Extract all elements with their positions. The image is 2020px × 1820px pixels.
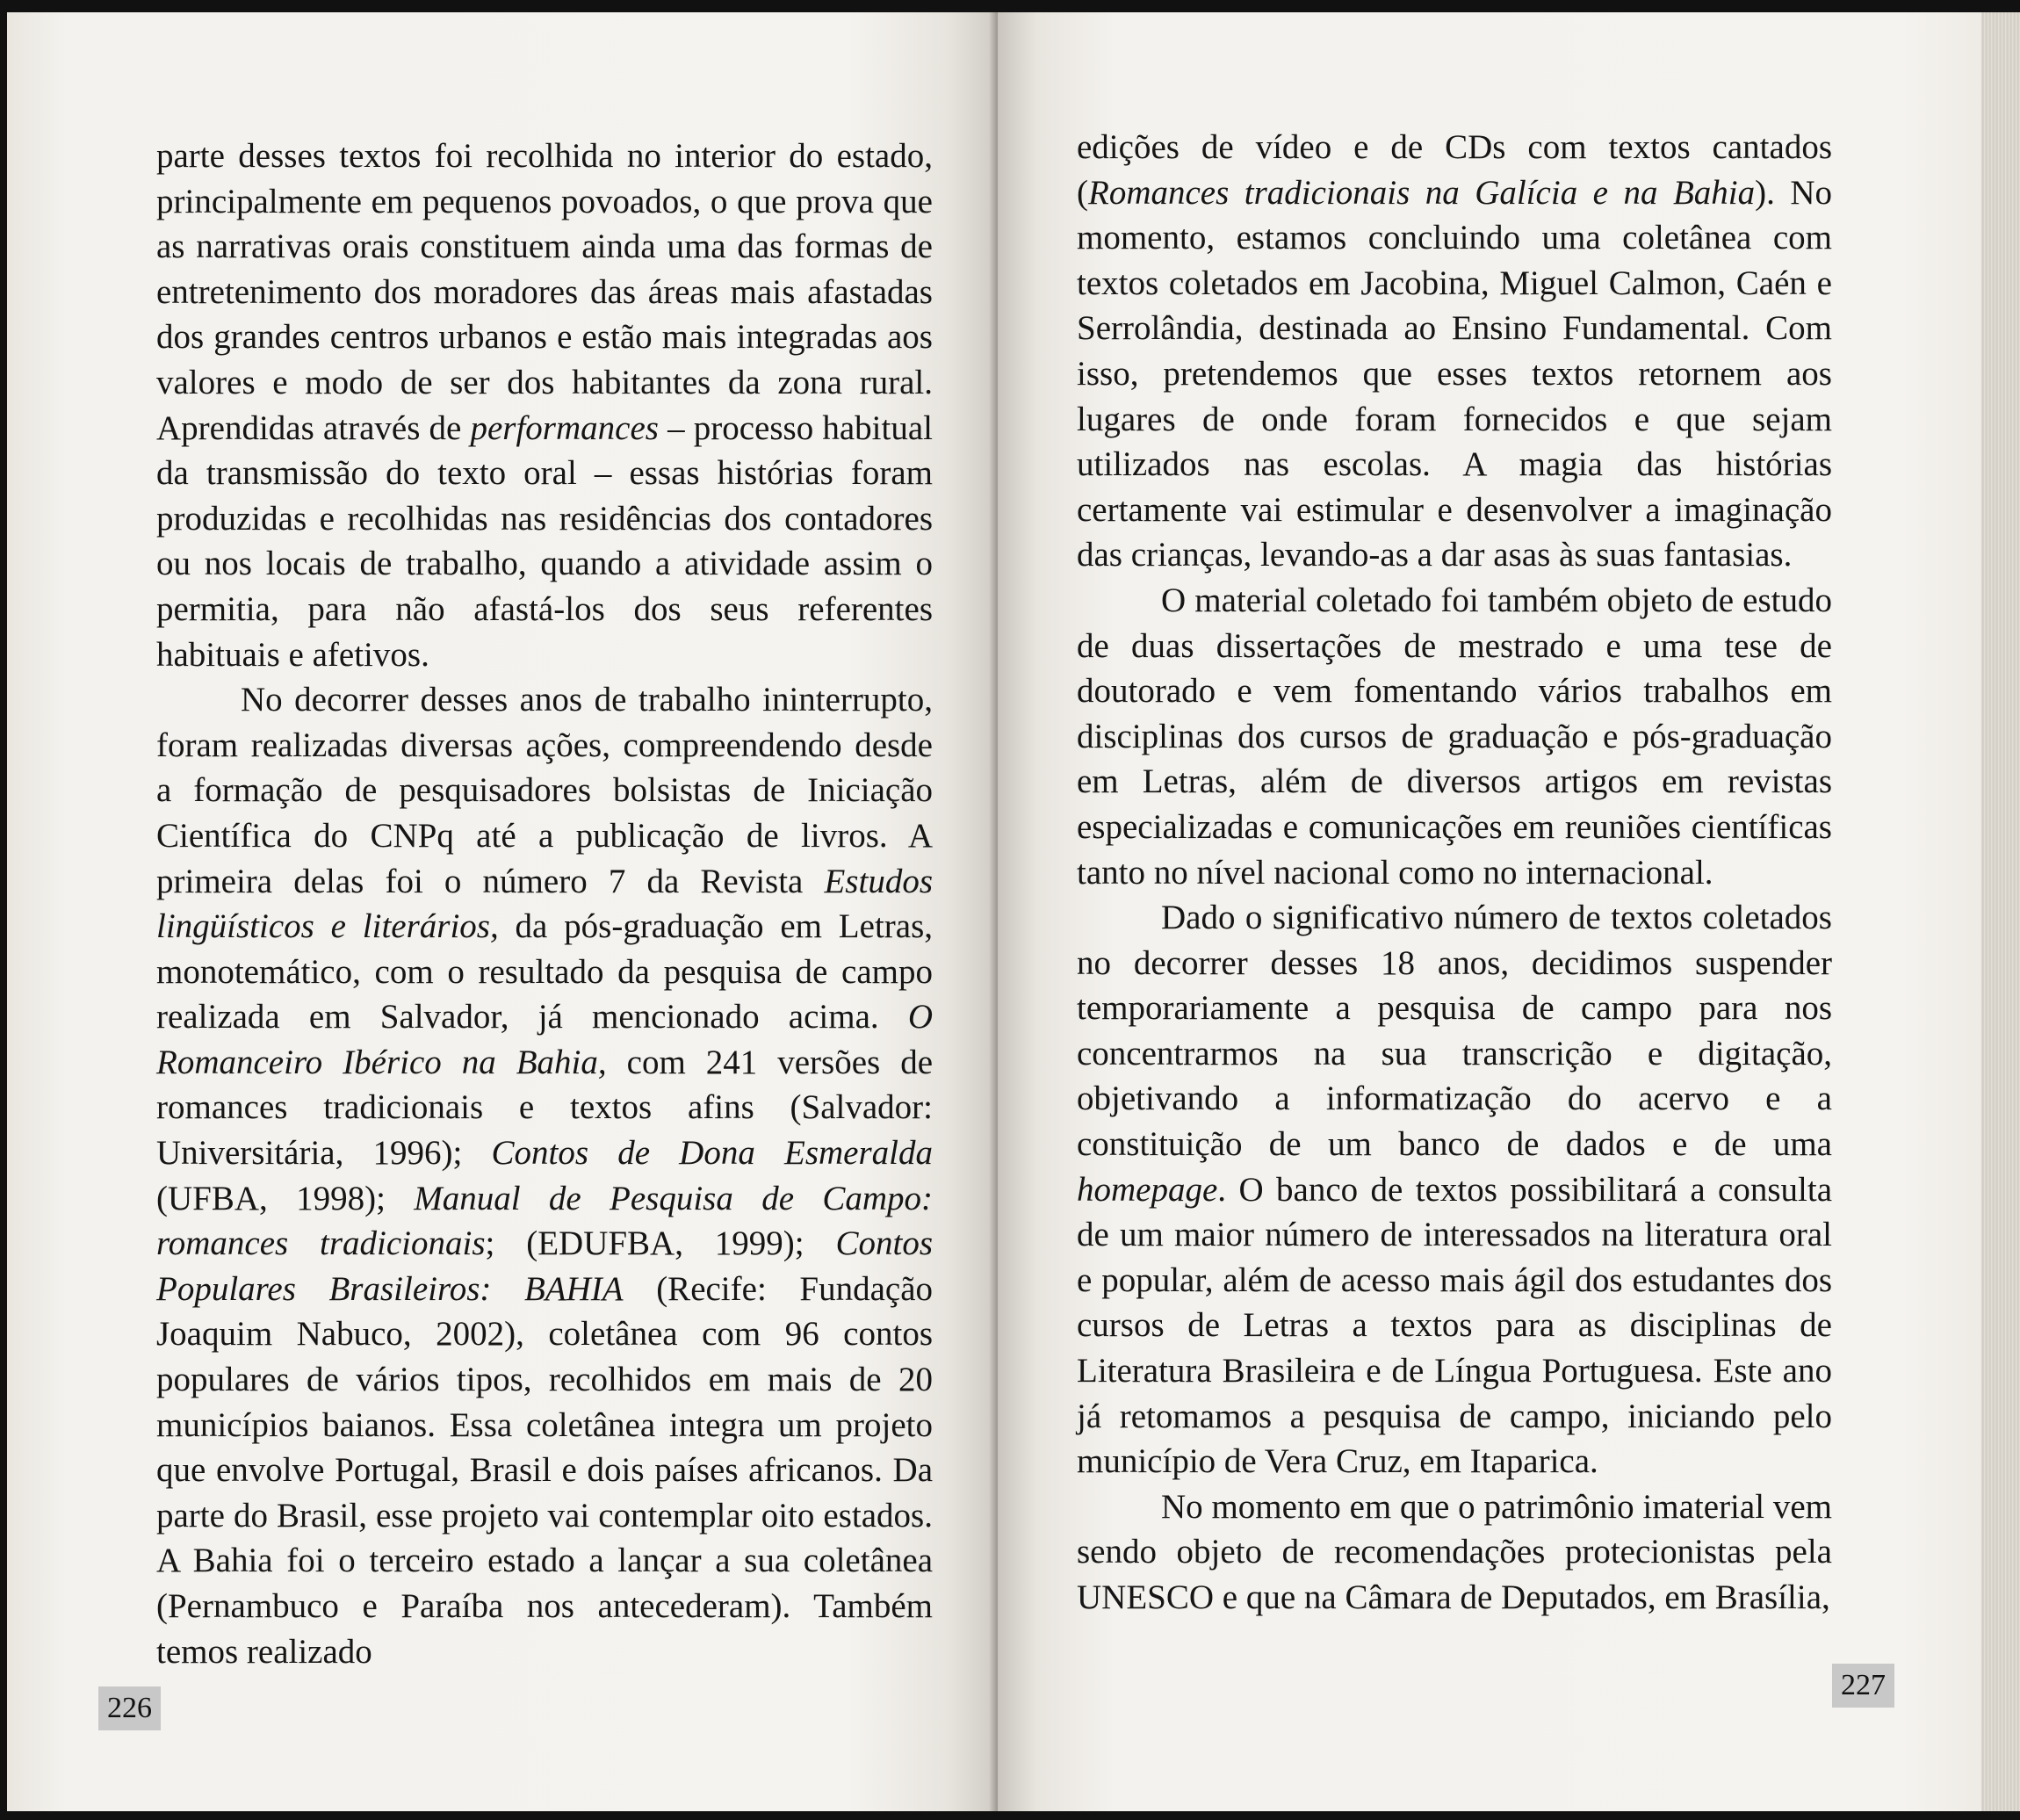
paragraph	[156, 677, 933, 1674]
text-run: No momento em que o patrimônio imaterial vem sendo objeto de recomendações protecionistas pela UNESCO e que na Câmara de Deputados, em Brasília,	[1077, 1487, 1832, 1616]
text-run: da pós-graduação em Letras, monotemático, com o resultado da pesquisa de campo realizada em Salvador, já mencionado acima.	[156, 907, 933, 1036]
text-run: parte desses textos foi recolhida no interior do estado, principalmente em pequenos povoados, o que prova que as narrativas orais constituem ainda uma das formas de entretenimento dos moradores das áreas mais afastadas dos grandes centros urbanos e estão mais integradas aos valores e modo de ser dos habitantes da zona rural. Aprendidas através de	[156, 137, 933, 447]
page-edges	[1981, 12, 2020, 1811]
text-run: com 241 versões de romances tradicionais e textos afins (Salvador: Universitária, 1996);	[156, 1043, 934, 1173]
text-run: (Recife: Fundação Joaquim Nabuco, 2002), coletânea com 96 contos populares de vários tipos, recolhidos em mais de 20 municípios baianos. Essa coletânea integra um projeto que envolve Portugal, Brasil e dois países africanos. Da parte do Brasil, esse projeto vai contemplar oito estados. A Bahia foi o terceiro estado a lançar a sua coletânea (Pernambuco e Paraíba nos antecederam). Também temos realizado	[156, 1269, 933, 1671]
right-page	[998, 12, 1981, 1811]
right-page-body	[1077, 125, 1832, 1621]
text-run: ). No momento, estamos concluindo uma coletânea com textos coletados em Jacobina, Miguel Calmon, Caén e Serrolândia, destinada ao Ensino Fundamental. Com isso, pretendemos que esses textos retornem aos lugares de onde foram fornecidos e que sejam utilizados nas escolas. A magia das histórias certamente vai estimular e desenvolver a imaginação das crianças, levando-as a dar asas às suas fantasias.	[1077, 173, 1832, 574]
paragraph	[1077, 125, 1832, 578]
italic-text: Manual de Pesquisa de Campo: romances tradicionais	[156, 1179, 933, 1263]
text-run: ; (EDUFBA, 1999);	[485, 1224, 836, 1263]
left-page-number: 226	[98, 1686, 161, 1730]
text-run: . O banco de textos possibilitará a consulta de um maior número de interessados na literatura oral e popular, além de acesso mais ágil dos estudantes dos cursos de Letras a textos para as disciplinas de Literatura Brasileira e de Língua Portuguesa. Este ano já retomamos a pesquisa de campo, iniciando pelo município de Vera Cruz, em Itaparica.	[1077, 1170, 1832, 1481]
right-page-number: 227	[1832, 1664, 1894, 1708]
paragraph	[1077, 578, 1832, 895]
paragraph	[1077, 895, 1832, 1484]
italic-text: Contos de Dona Esmeralda	[491, 1134, 933, 1173]
text-run: Dado o significativo número de textos coletados no decorrer desses 18 anos, decidimos suspender temporariamente a pesquisa de campo para nos concentrarmos na sua transcrição e digitação, objetivando a informatização do acervo e a constituição de um banco de dados e de uma	[1077, 899, 1832, 1164]
italic-text: Romances tradicionais na Galícia e na Bahia	[1088, 173, 1756, 212]
italic-text: homepage	[1077, 1170, 1218, 1209]
text-run: edições de vídeo e de CDs com textos cantados (	[1077, 128, 1832, 212]
text-run: (UFBA, 1998);	[156, 1179, 415, 1217]
left-page-body	[156, 134, 933, 1674]
paragraph	[1077, 1484, 1832, 1621]
italic-text: Contos Populares Brasileiros: BAHIA	[156, 1224, 934, 1308]
italic-text: performances	[470, 408, 659, 447]
text-run: – processo habitual da transmissão do texto oral – essas histórias foram produzidas e recolhidas nas residências dos contadores ou nos locais de trabalho, quando a atividade assim o permitia, para não afastá-los dos seus referentes habituais e afetivos.	[156, 408, 933, 674]
italic-text: O Romanceiro Ibérico na Bahia,	[156, 998, 933, 1081]
left-page	[7, 12, 998, 1811]
paragraph	[156, 134, 933, 677]
text-run: O material coletado foi também objeto de estudo de duas dissertações de mestrado e uma tese de doutorado e vem fomentando vários trabalhos em disciplinas dos cursos de graduação e pós-graduação em Letras, além de diversos artigos em revistas especializadas e comunicações em reuniões científicas tanto no nível nacional como no internacional.	[1077, 581, 1832, 892]
text-run: No decorrer desses anos de trabalho ininterrupto, foram realizadas diversas ações, compreendendo desde a formação de pesquisadores bolsistas de Iniciação Científica do CNPq até a publicação de livros. A primeira delas foi o número 7 da Revista	[156, 681, 933, 900]
italic-text: Estudos lingüísticos e literários,	[156, 862, 933, 946]
